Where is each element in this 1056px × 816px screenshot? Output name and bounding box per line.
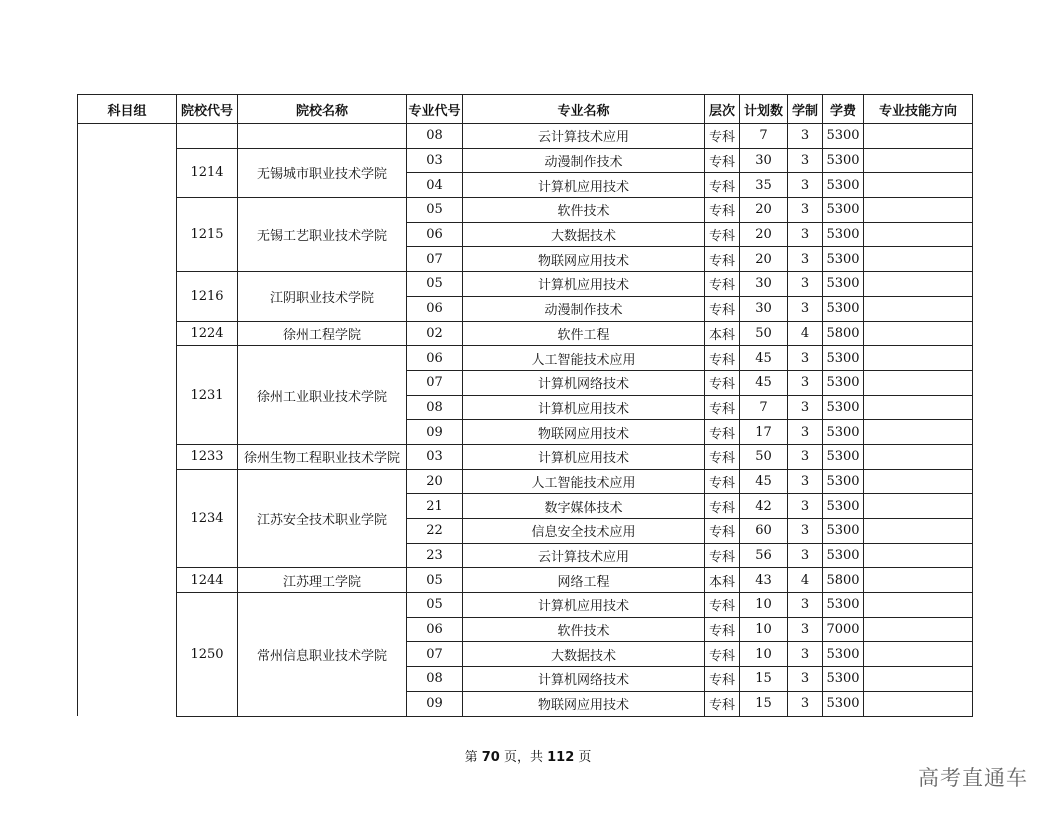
tuition-cell: 5300 xyxy=(823,395,864,420)
level-cell: 专科 xyxy=(705,593,740,618)
table-row xyxy=(78,593,973,618)
major-name-cell: 软件技术 xyxy=(463,198,705,223)
plan-count-cell: 15 xyxy=(740,667,788,692)
tuition-cell: 5300 xyxy=(823,296,864,321)
plan-count-cell: 30 xyxy=(740,272,788,297)
skill-direction-cell xyxy=(864,494,973,519)
tuition-cell: 5800 xyxy=(823,321,864,346)
header-major-name: 专业名称 xyxy=(463,95,705,124)
major-name-cell: 网络工程 xyxy=(463,568,705,593)
level-cell: 专科 xyxy=(705,691,740,716)
plan-count-cell: 45 xyxy=(740,346,788,371)
header-level: 层次 xyxy=(705,95,740,124)
header-school-code: 院校代号 xyxy=(177,95,238,124)
tuition-cell: 5300 xyxy=(823,469,864,494)
level-cell: 专科 xyxy=(705,642,740,667)
tuition-cell: 5300 xyxy=(823,222,864,247)
table-row xyxy=(78,346,973,371)
major-name-cell: 人工智能技术应用 xyxy=(463,469,705,494)
major-code-cell: 09 xyxy=(407,691,463,716)
skill-direction-cell xyxy=(864,173,973,198)
school-code-cell: 1214 xyxy=(177,148,238,197)
header-duration: 学制 xyxy=(788,95,823,124)
major-name-cell: 计算机应用技术 xyxy=(463,395,705,420)
major-name-cell: 云计算技术应用 xyxy=(463,124,705,149)
duration-cell: 3 xyxy=(788,667,823,692)
skill-direction-cell xyxy=(864,272,973,297)
plan-count-cell: 60 xyxy=(740,519,788,544)
skill-direction-cell xyxy=(864,124,973,149)
plan-count-cell: 56 xyxy=(740,543,788,568)
major-name-cell: 计算机应用技术 xyxy=(463,593,705,618)
plan-count-cell: 15 xyxy=(740,691,788,716)
header-subject-group: 科目组 xyxy=(78,95,177,124)
plan-count-cell: 35 xyxy=(740,173,788,198)
level-cell: 专科 xyxy=(705,667,740,692)
major-name-cell: 软件工程 xyxy=(463,321,705,346)
level-cell: 专科 xyxy=(705,272,740,297)
skill-direction-cell xyxy=(864,420,973,445)
plan-count-cell: 30 xyxy=(740,148,788,173)
school-name-cell: 江苏理工学院 xyxy=(238,568,407,593)
school-name-cell: 徐州工程学院 xyxy=(238,321,407,346)
level-cell: 专科 xyxy=(705,543,740,568)
skill-direction-cell xyxy=(864,519,973,544)
major-code-cell: 03 xyxy=(407,444,463,469)
header-major-code: 专业代号 xyxy=(407,95,463,124)
header-school-name: 院校名称 xyxy=(238,95,407,124)
table-row xyxy=(78,321,973,346)
school-name-cell: 徐州生物工程职业技术学院 xyxy=(238,444,407,469)
major-name-cell: 物联网应用技术 xyxy=(463,691,705,716)
footer-page-number: 70 xyxy=(481,750,500,765)
school-code-cell: 1244 xyxy=(177,568,238,593)
footer-total-pages: 112 xyxy=(547,750,575,765)
duration-cell: 3 xyxy=(788,124,823,149)
table-body xyxy=(78,124,973,717)
table-row xyxy=(78,148,973,173)
school-code-cell: 1250 xyxy=(177,593,238,716)
major-code-cell: 03 xyxy=(407,148,463,173)
tuition-cell: 5300 xyxy=(823,420,864,445)
duration-cell: 3 xyxy=(788,272,823,297)
level-cell: 专科 xyxy=(705,617,740,642)
table-row xyxy=(78,124,973,149)
major-code-cell: 08 xyxy=(407,395,463,420)
watermark: 高考直通车 xyxy=(918,766,1028,790)
enrollment-plan-table xyxy=(77,94,973,717)
duration-cell: 3 xyxy=(788,198,823,223)
school-name-cell: 无锡工艺职业技术学院 xyxy=(238,198,407,272)
major-code-cell: 07 xyxy=(407,642,463,667)
level-cell: 本科 xyxy=(705,568,740,593)
skill-direction-cell xyxy=(864,593,973,618)
school-code-cell: 1224 xyxy=(177,321,238,346)
skill-direction-cell xyxy=(864,642,973,667)
school-code-cell xyxy=(177,124,238,149)
major-name-cell: 大数据技术 xyxy=(463,642,705,667)
school-code-cell: 1215 xyxy=(177,198,238,272)
tuition-cell: 5300 xyxy=(823,642,864,667)
skill-direction-cell xyxy=(864,691,973,716)
tuition-cell: 5300 xyxy=(823,272,864,297)
level-cell: 专科 xyxy=(705,296,740,321)
major-code-cell: 07 xyxy=(407,370,463,395)
school-code-cell: 1231 xyxy=(177,346,238,445)
school-name-cell xyxy=(238,124,407,149)
tuition-cell: 5300 xyxy=(823,148,864,173)
duration-cell: 4 xyxy=(788,321,823,346)
major-name-cell: 物联网应用技术 xyxy=(463,247,705,272)
table-row xyxy=(78,272,973,297)
header-plan-count: 计划数 xyxy=(740,95,788,124)
major-name-cell: 计算机应用技术 xyxy=(463,272,705,297)
major-name-cell: 大数据技术 xyxy=(463,222,705,247)
duration-cell: 3 xyxy=(788,296,823,321)
major-code-cell: 05 xyxy=(407,198,463,223)
tuition-cell: 5300 xyxy=(823,593,864,618)
tuition-cell: 5300 xyxy=(823,494,864,519)
duration-cell: 3 xyxy=(788,543,823,568)
duration-cell: 3 xyxy=(788,222,823,247)
plan-count-cell: 10 xyxy=(740,642,788,667)
level-cell: 专科 xyxy=(705,148,740,173)
plan-count-cell: 17 xyxy=(740,420,788,445)
major-code-cell: 22 xyxy=(407,519,463,544)
duration-cell: 3 xyxy=(788,617,823,642)
skill-direction-cell xyxy=(864,543,973,568)
header-skill-direction: 专业技能方向 xyxy=(864,95,973,124)
tuition-cell: 5300 xyxy=(823,691,864,716)
plan-count-cell: 20 xyxy=(740,247,788,272)
school-code-cell: 1216 xyxy=(177,272,238,321)
major-name-cell: 计算机应用技术 xyxy=(463,173,705,198)
major-code-cell: 05 xyxy=(407,272,463,297)
major-name-cell: 软件技术 xyxy=(463,617,705,642)
major-name-cell: 计算机网络技术 xyxy=(463,667,705,692)
major-code-cell: 02 xyxy=(407,321,463,346)
school-name-cell: 江阴职业技术学院 xyxy=(238,272,407,321)
duration-cell: 3 xyxy=(788,593,823,618)
duration-cell: 3 xyxy=(788,148,823,173)
major-name-cell: 人工智能技术应用 xyxy=(463,346,705,371)
level-cell: 专科 xyxy=(705,519,740,544)
subject-group-cell xyxy=(78,124,177,717)
tuition-cell: 5300 xyxy=(823,519,864,544)
major-code-cell: 07 xyxy=(407,247,463,272)
skill-direction-cell xyxy=(864,667,973,692)
plan-count-cell: 7 xyxy=(740,124,788,149)
table-row xyxy=(78,568,973,593)
major-name-cell: 动漫制作技术 xyxy=(463,148,705,173)
duration-cell: 3 xyxy=(788,469,823,494)
tuition-cell: 5300 xyxy=(823,346,864,371)
footer-middle: 页，共 xyxy=(503,750,543,765)
plan-count-cell: 30 xyxy=(740,296,788,321)
duration-cell: 3 xyxy=(788,370,823,395)
tuition-cell: 5800 xyxy=(823,568,864,593)
plan-count-cell: 42 xyxy=(740,494,788,519)
tuition-cell: 5300 xyxy=(823,124,864,149)
plan-count-cell: 45 xyxy=(740,469,788,494)
skill-direction-cell xyxy=(864,617,973,642)
tuition-cell: 5300 xyxy=(823,247,864,272)
tuition-cell: 7000 xyxy=(823,617,864,642)
plan-count-cell: 10 xyxy=(740,593,788,618)
level-cell: 专科 xyxy=(705,247,740,272)
duration-cell: 3 xyxy=(788,444,823,469)
major-code-cell: 04 xyxy=(407,173,463,198)
level-cell: 专科 xyxy=(705,469,740,494)
duration-cell: 3 xyxy=(788,642,823,667)
major-code-cell: 21 xyxy=(407,494,463,519)
major-name-cell: 数字媒体技术 xyxy=(463,494,705,519)
skill-direction-cell xyxy=(864,469,973,494)
skill-direction-cell xyxy=(864,296,973,321)
major-code-cell: 05 xyxy=(407,568,463,593)
table-row xyxy=(78,198,973,223)
major-code-cell: 20 xyxy=(407,469,463,494)
skill-direction-cell xyxy=(864,346,973,371)
plan-count-cell: 10 xyxy=(740,617,788,642)
major-code-cell: 06 xyxy=(407,346,463,371)
skill-direction-cell xyxy=(864,148,973,173)
school-name-cell: 江苏安全技术职业学院 xyxy=(238,469,407,568)
plan-count-cell: 20 xyxy=(740,222,788,247)
tuition-cell: 5300 xyxy=(823,173,864,198)
duration-cell: 4 xyxy=(788,568,823,593)
major-code-cell: 09 xyxy=(407,420,463,445)
duration-cell: 3 xyxy=(788,494,823,519)
table-header-row xyxy=(78,95,973,124)
level-cell: 专科 xyxy=(705,420,740,445)
school-code-cell: 1233 xyxy=(177,444,238,469)
footer-prefix: 第 xyxy=(464,750,478,765)
school-name-cell: 无锡城市职业技术学院 xyxy=(238,148,407,197)
duration-cell: 3 xyxy=(788,346,823,371)
level-cell: 专科 xyxy=(705,198,740,223)
major-code-cell: 05 xyxy=(407,593,463,618)
major-code-cell: 06 xyxy=(407,222,463,247)
level-cell: 专科 xyxy=(705,124,740,149)
skill-direction-cell xyxy=(864,247,973,272)
level-cell: 专科 xyxy=(705,444,740,469)
plan-count-cell: 50 xyxy=(740,444,788,469)
major-name-cell: 计算机应用技术 xyxy=(463,444,705,469)
school-name-cell: 徐州工业职业技术学院 xyxy=(238,346,407,445)
duration-cell: 3 xyxy=(788,173,823,198)
table-row xyxy=(78,444,973,469)
level-cell: 专科 xyxy=(705,346,740,371)
school-name-cell: 常州信息职业技术学院 xyxy=(238,593,407,716)
duration-cell: 3 xyxy=(788,395,823,420)
level-cell: 本科 xyxy=(705,321,740,346)
duration-cell: 3 xyxy=(788,691,823,716)
tuition-cell: 5300 xyxy=(823,543,864,568)
major-name-cell: 动漫制作技术 xyxy=(463,296,705,321)
duration-cell: 3 xyxy=(788,519,823,544)
table-row xyxy=(78,469,973,494)
skill-direction-cell xyxy=(864,568,973,593)
tuition-cell: 5300 xyxy=(823,667,864,692)
major-code-cell: 06 xyxy=(407,296,463,321)
major-name-cell: 计算机网络技术 xyxy=(463,370,705,395)
major-code-cell: 08 xyxy=(407,124,463,149)
plan-count-cell: 20 xyxy=(740,198,788,223)
footer-suffix: 页 xyxy=(578,750,592,765)
page-footer xyxy=(0,746,1056,765)
major-code-cell: 06 xyxy=(407,617,463,642)
major-code-cell: 23 xyxy=(407,543,463,568)
tuition-cell: 5300 xyxy=(823,444,864,469)
major-name-cell: 云计算技术应用 xyxy=(463,543,705,568)
level-cell: 专科 xyxy=(705,494,740,519)
tuition-cell: 5300 xyxy=(823,370,864,395)
tuition-cell: 5300 xyxy=(823,198,864,223)
skill-direction-cell xyxy=(864,444,973,469)
skill-direction-cell xyxy=(864,222,973,247)
level-cell: 专科 xyxy=(705,395,740,420)
plan-count-cell: 43 xyxy=(740,568,788,593)
level-cell: 专科 xyxy=(705,173,740,198)
level-cell: 专科 xyxy=(705,222,740,247)
header-tuition: 学费 xyxy=(823,95,864,124)
school-code-cell: 1234 xyxy=(177,469,238,568)
skill-direction-cell xyxy=(864,370,973,395)
skill-direction-cell xyxy=(864,395,973,420)
skill-direction-cell xyxy=(864,321,973,346)
duration-cell: 3 xyxy=(788,247,823,272)
plan-count-cell: 45 xyxy=(740,370,788,395)
major-code-cell: 08 xyxy=(407,667,463,692)
plan-count-cell: 7 xyxy=(740,395,788,420)
major-name-cell: 物联网应用技术 xyxy=(463,420,705,445)
plan-count-cell: 50 xyxy=(740,321,788,346)
skill-direction-cell xyxy=(864,198,973,223)
level-cell: 专科 xyxy=(705,370,740,395)
major-name-cell: 信息安全技术应用 xyxy=(463,519,705,544)
duration-cell: 3 xyxy=(788,420,823,445)
